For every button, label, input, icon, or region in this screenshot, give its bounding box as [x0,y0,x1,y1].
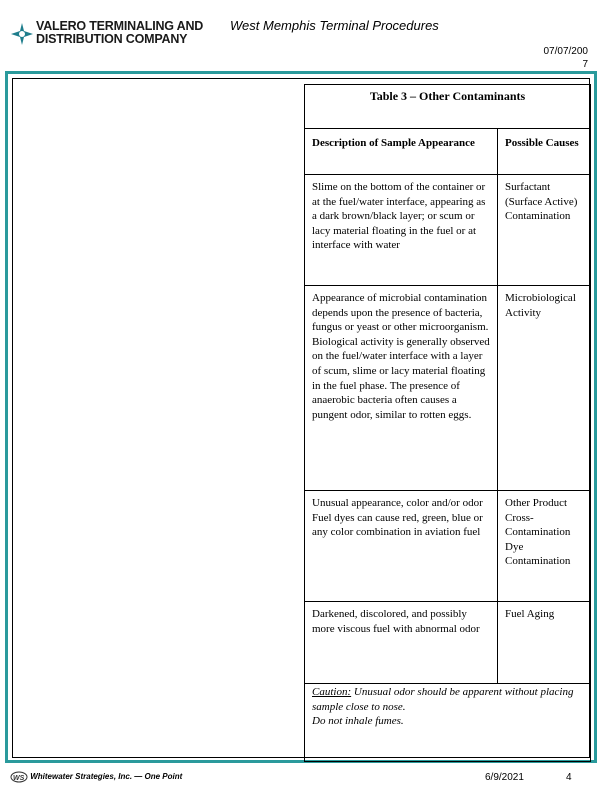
table-header-row [305,128,590,175]
row-description: Darkened, discolored, and possibly more viscous fuel with abnormal odor [305,601,498,683]
table-title: Table 3 – Other Contaminants [305,85,590,129]
document-title: West Memphis Terminal Procedures [230,18,439,33]
row-description: Appearance of microbial contamination depends upon the presence of bacteria, fungus or yeast or other microorganism. Biological activity is generally observed on the fuel/water interface with a layer of scum, slime or lacy material floating in the fuel phase. The presence of anaerobic bacteria often causes a pungent odor, similar to rotten eggs. [305,285,498,490]
footer-date: 6/9/2021 [485,772,524,783]
whitewater-logo-icon [10,771,28,783]
caution-note [312,685,584,729]
column-header-causes: Possible Causes [505,137,579,149]
table-row [305,490,590,602]
caution-text: Unusual odor should be apparent without placing sample close to nose. [312,686,574,713]
svg-text:WS: WS [13,775,25,782]
row-causes: Fuel Aging [505,608,555,620]
row-causes: Other Product Cross-Contamination Dye Contamination [505,497,571,568]
row-description: Slime on the bottom of the container or at the fuel/water interface, appearing as a dark brown/black layer; or scum or lacy material floating in the fuel or at interface with water [305,174,498,285]
company-name: VALERO TERMINALING AND DISTRIBUTION COMPANY [36,19,204,46]
table-row [305,174,590,286]
caution-line2: Do not inhale fumes. [312,715,404,728]
table-row [305,601,590,684]
document-date: 07/07/200 7 [543,46,588,70]
row-causes: Surfactant (Surface Active) Contamination [505,181,578,223]
row-causes: Microbiological Activity [505,292,576,319]
page-number: 4 [566,772,572,783]
contaminants-table [304,84,591,762]
caution-label: Caution: [312,686,352,698]
company-logo [10,20,220,48]
row-description: Unusual appearance, color and/or odor Fuel dyes can cause red, green, blue or any color combination in aviation fuel [305,490,498,601]
column-header-description: Description of Sample Appearance [305,128,498,174]
valero-logo-icon [10,22,34,46]
footer-company: WS Whitewater Strategies, Inc. — One Point [10,771,182,783]
table-row [305,285,590,491]
